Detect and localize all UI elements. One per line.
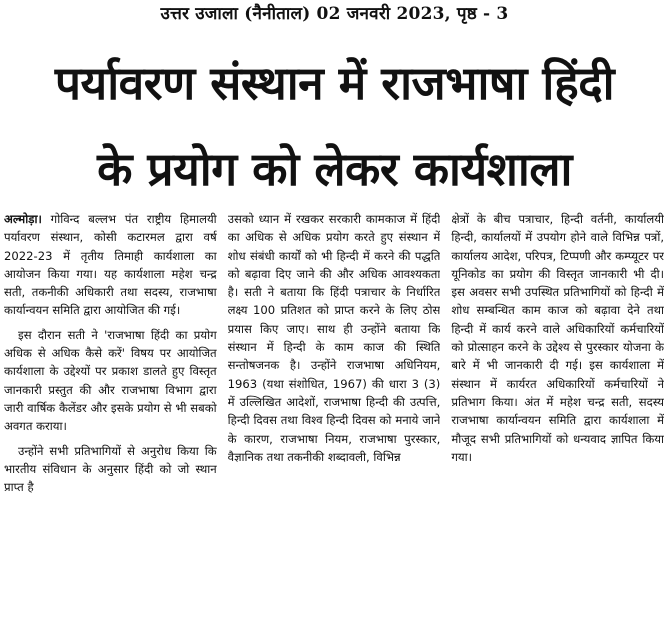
- headline-line-2: के प्रयोग को लेकर कार्यशाला: [97, 142, 572, 196]
- article-column-3: [451, 210, 664, 615]
- article-column-2: [228, 210, 441, 615]
- headline: [0, 40, 669, 212]
- article-column-1: [4, 210, 217, 615]
- article-paragraph: इस दौरान सती ने 'राजभाषा हिंदी का प्रयोग अधिक से अधिक कैसे करें' विषय पर आयोजित कार्यशाला के उद्देश्यों पर प्रकाश डालते हुए विस्तृत जानकारी प्रस्तुत की और राजभाषा विभाग द्वारा जारी वार्षिक कैलेंडर और इसके प्रयोग से भी सबको अवगत कराया।: [4, 327, 217, 434]
- dateline-place: अल्मोड़ा।: [4, 212, 42, 226]
- article-paragraph: [4, 210, 217, 320]
- article-paragraph: उन्होंने सभी प्रतिभागियों से अनुरोध किया कि भारतीय संविधान के अनुसार हिंदी को जो स्थान प्राप्त है: [4, 443, 217, 495]
- paragraph-text: गोविन्द बल्लभ पंत राष्ट्रीय हिमालयी पर्यावरण संस्थान, कोसी कटारमल द्वारा वर्ष 2022-23 में तृतीय तिमाही कार्यशाला का आयोजन किया गया। यह कार्यशाला महेश चन्द्र सती, तकनीकी अधिकारी तथा सदस्य, राजभाषा कार्यान्वयन समिति द्वारा आयोजित की गई।: [4, 212, 217, 318]
- article-paragraph: उसको ध्यान में रखकर सरकारी कामकाज में हिंदी का अधिक से अधिक प्रयोग करते हुए संस्थान में शोध संबंधी कार्यों को भी हिन्दी में करने की पद्धति को बढ़ावा दिए जाने की और अधिक आवश्यकता है। सती ने बताया कि हिंदी पत्राचार के निर्धारित लक्ष्य 100 प्रतिशत को प्राप्त करने के लिए ठोस प्रयास किए जाए। साथ ही उन्होंने बताया कि संस्थान में हिन्दी के काम काज की स्थिति सन्तोषजनक है। उन्होंने राजभाषा अधिनियम, 1963 (यथा संशोधित, 1967) की धारा 3 (3) में उल्लिखित आदेशों, राजभाषा हिन्दी की उत्पत्ति, हिन्दी दिवस तथा विश्व हिन्दी दिवस को मनाये जाने के कारण, राजभाषा नियम, राजभाषा पुरस्कार, वैज्ञानिक तथा तकनीकी शब्दावली, विभिन्न: [227, 212, 441, 464]
- headline-line-1: पर्यावरण संस्थान में राजभाषा हिंदी: [54, 56, 615, 110]
- article-paragraph: क्षेत्रों के बीच पत्राचार, हिन्दी वर्तनी, कार्यालयी हिन्दी, कार्यालयों में उपयोग होने वाले विभिन्न पत्रों, कार्यालय आदेश, परिपत्र, टिप्पणी और कम्प्यूटर पर यूनिकोड का प्रयोग की विस्तृत जानकारी भी दी। इस अवसर सभी उपस्थित प्रतिभागियों को हिन्दी में शोध सम्बन्धित काम काज को बढ़ावा देने तथा हिन्दी में कार्य करने वाले अधिकारियों कर्मचारियों को प्रोत्साहन करने के उद्देश्य से पुरस्कार योजना के बारे में भी जानकारी दी गई। इस कार्यशाला में संस्थान में कार्यरत अधिकारियों कर्मचारियों ने प्रतिभाग किया। अंत में महेश चन्द्र सती, सदस्य राजभाषा कार्यान्वयन समिति द्वारा कार्यशाला में मौजूद सभी प्रतिभागियों को धन्यवाद ज्ञापित किया गया।: [451, 212, 665, 464]
- dateline: उत्तर उजाला (नैनीताल) 02 जनवरी 2023, पृष्ठ - 3: [160, 4, 509, 24]
- article-body: [4, 210, 664, 615]
